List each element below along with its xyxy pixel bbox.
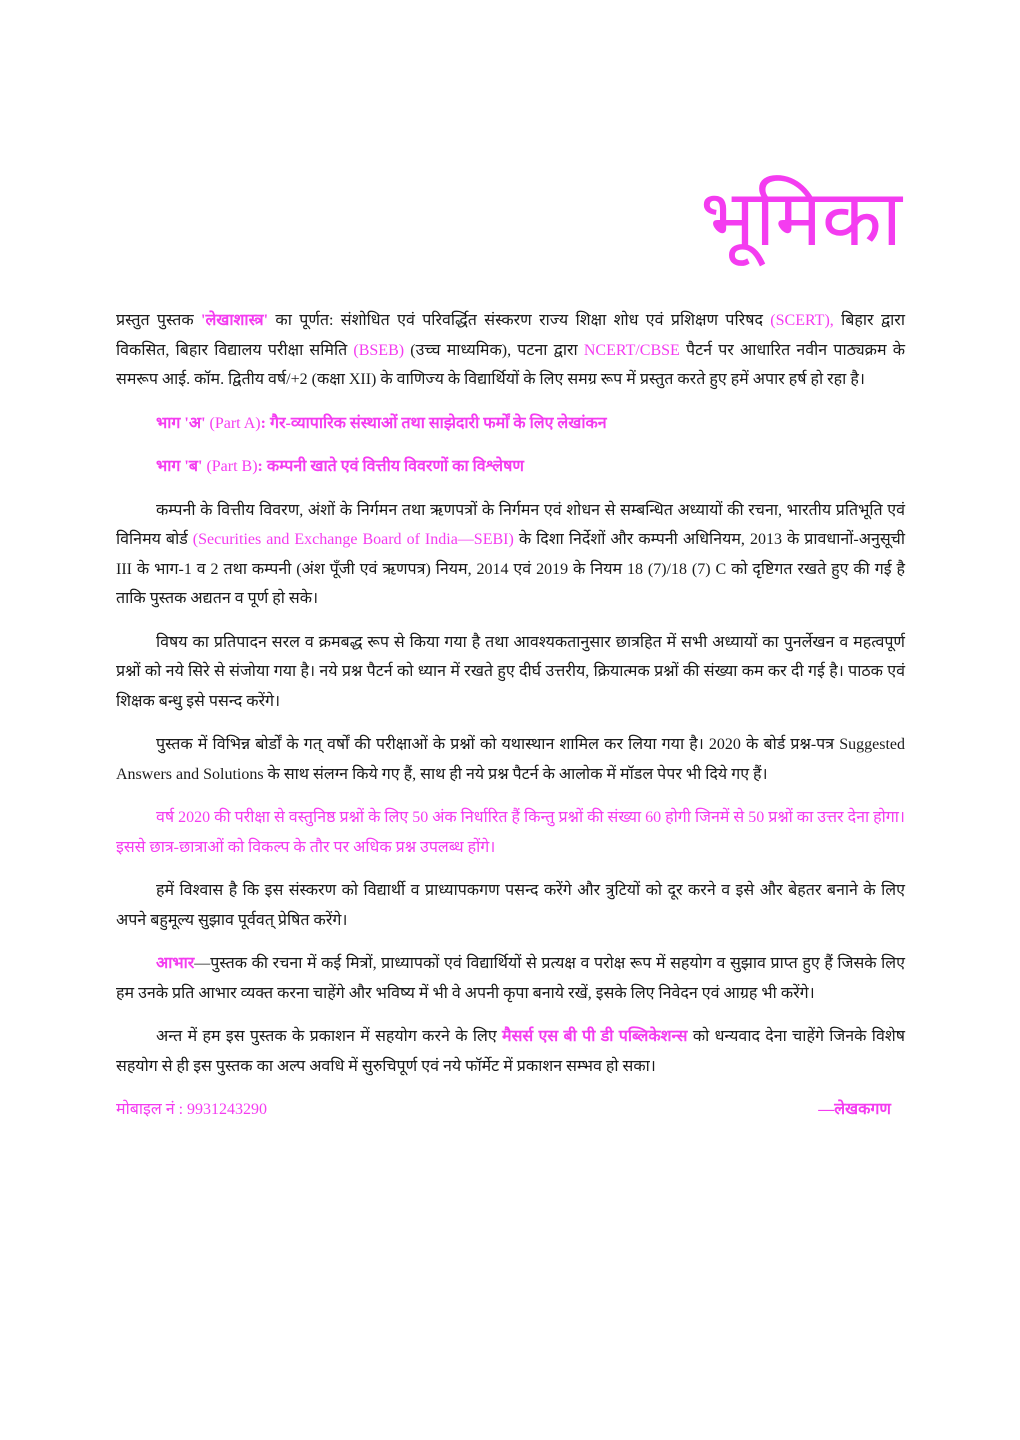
feedback-paragraph: हमें विश्वास है कि इस संस्करण को विद्यार्थी व प्राध्यापकगण पसन्द करेंगे और त्रुटियों को दूर करने व इसे और बेहतर बनाने के लिए अपने बहुमूल्य सुझाव पूर्ववत् प्रेषित करेंगे। bbox=[116, 882, 905, 929]
mobile-number: मोबाइल नं : 9931243290 bbox=[116, 1101, 268, 1118]
scert: (SCERT), bbox=[770, 312, 834, 329]
part-label: भाग 'ब' bbox=[156, 458, 207, 475]
bseb: (BSEB) bbox=[353, 341, 405, 359]
text: को धन्यवाद देना चाहेंगे जिनके विशेष सहयोग से ही इस पुस्तक का अल्प अवधि में सुरुचिपूर्ण एवं नये फॉर्मेट में प्रकाशन सम्भव हो सका। bbox=[116, 1028, 905, 1075]
board-papers-paragraph: पुस्तक में विभिन्न बोर्डों के गत् वर्षों की परीक्षाओं के प्रश्नों को यथास्थान शामिल कर लिया गया है। 2020 के बोर्ड प्रश्न-पत्र Suggested Answers and Solutions के साथ संलग्न किये गए हैं, साथ ही नये प्रश्न पैटर्न के आलोक में मॉडल पेपर भी दिये गए हैं। bbox=[116, 736, 905, 783]
subject-paragraph: विषय का प्रतिपादन सरल व क्रमबद्ध रूप से किया गया है तथा आवश्यकतानुसार छात्रहित में सभी अध्यायों का पुनर्लेखन व महत्वपूर्ण प्रश्नों को नये सिरे से संजोया गया है। नये प्रश्न पैटर्न को ध्यान में रखते हुए दीर्घ उत्तरीय, क्रियात्मक प्रश्नों की संख्या कम कर दी गई है। पाठक एवं शिक्षक बन्धु इसे पसन्द करेंगे। bbox=[116, 633, 905, 710]
text: के दिशा निर्देशों और कम्पनी अधिनियम, 2013 के प्रावधानों-अनुसूची III के भाग-1 व 2 तथा कम्पनी (अंश पूँजी एवं ऋणपत्र) नियम, 2014 एवं 2019 के नियम 18 (7)/18 (7) C को दृष्टिगत रखते हुए की गई है ताकि पुस्तक अद्यतन व पूर्ण हो सके। bbox=[116, 531, 905, 607]
text: बिहार द्वारा विकसित, बिहार विद्यालय परीक्षा समिति bbox=[116, 312, 905, 359]
publisher-name: मैसर्स एस बी पी डी पब्लिकेशन्स bbox=[502, 1028, 688, 1045]
part-title: : गैर-व्यापारिक संस्थाओं तथा साझेदारी फर्मों के लिए लेखांकन bbox=[260, 414, 607, 432]
text: —पुस्तक की रचना में कई मित्रों, प्राध्यापकों एवं विद्यार्थियों से प्रत्यक्ष व परोक्ष रूप में सहयोग व सुझाव प्राप्त हुए हैं जिसके लिए हम उनके प्रति आभार व्यक्त करना चाहेंगे और भविष्य में भी वे अपनी कृपा बनाये रखें, इसके लिए निवेदन एवं आग्रह भी करेंगे। bbox=[116, 955, 905, 1002]
authors-signature: —लेखकगण bbox=[818, 1101, 891, 1118]
objective-questions-paragraph: वर्ष 2020 की परीक्षा से वस्तुनिष्ठ प्रश्नों के लिए 50 अंक निर्धारित हैं किन्तु प्रश्नों की संख्या 60 होगी जिनमें से 50 प्रश्नों का उत्तर देना होगा। इससे छात्र-छात्राओं को विकल्प के तौर पर अधिक प्रश्न उपलब्ध होंगे। bbox=[116, 809, 905, 856]
part-b-heading bbox=[116, 452, 905, 482]
sebi: (Securities and Exchange Board of India—SEBI) bbox=[192, 531, 514, 548]
acknowledgement-label: आभार bbox=[156, 955, 195, 972]
text: प्रस्तुत पुस्तक bbox=[116, 312, 202, 329]
intro-paragraph bbox=[116, 306, 905, 395]
part-label: भाग 'अ' bbox=[156, 414, 210, 432]
text: (उच्च माध्यमिक), पटना द्वारा bbox=[404, 341, 584, 359]
publisher-paragraph bbox=[116, 1022, 905, 1081]
page-title: भूमिका bbox=[700, 174, 902, 264]
acknowledgement-paragraph bbox=[116, 949, 905, 1008]
footer bbox=[116, 1095, 905, 1125]
ncert-cbse: NCERT/CBSE bbox=[583, 341, 680, 359]
part-paren: (Part A) bbox=[209, 414, 261, 432]
part-a-heading bbox=[116, 409, 905, 439]
preface-body bbox=[116, 306, 905, 1125]
text: का पूर्णत: संशोधित एवं परिवर्द्धित संस्करण राज्य शिक्षा शोध एवं प्रशिक्षण परिषद bbox=[268, 312, 771, 329]
part-paren: (Part B) bbox=[206, 458, 258, 475]
company-paragraph bbox=[116, 496, 905, 614]
text: कम्पनी के वित्तीय विवरण, अंशों के निर्गमन तथा ऋणपत्रों के निर्गमन एवं शोधन से सम्बन्धित अध्यायों की रचना, भारतीय प्रतिभूति एवं विनिमय बोर्ड bbox=[116, 501, 905, 548]
book-name: 'लेखाशास्त्र' bbox=[201, 312, 269, 329]
text: पैटर्न पर आधारित नवीन पाठ्यक्रम के समरूप आई. कॉम. द्वितीय वर्ष/+2 (कक्षा XII) के वाणिज्य के विद्यार्थियों के लिए समग्र रूप में प्रस्तुत करते हुए हमें अपार हर्ष हो रहा है। bbox=[116, 341, 905, 388]
part-title: : कम्पनी खाते एवं वित्तीय विवरणों का विश्लेषण bbox=[257, 458, 524, 475]
text: अन्त में हम इस पुस्तक के प्रकाशन में सहयोग करने के लिए bbox=[156, 1028, 502, 1045]
